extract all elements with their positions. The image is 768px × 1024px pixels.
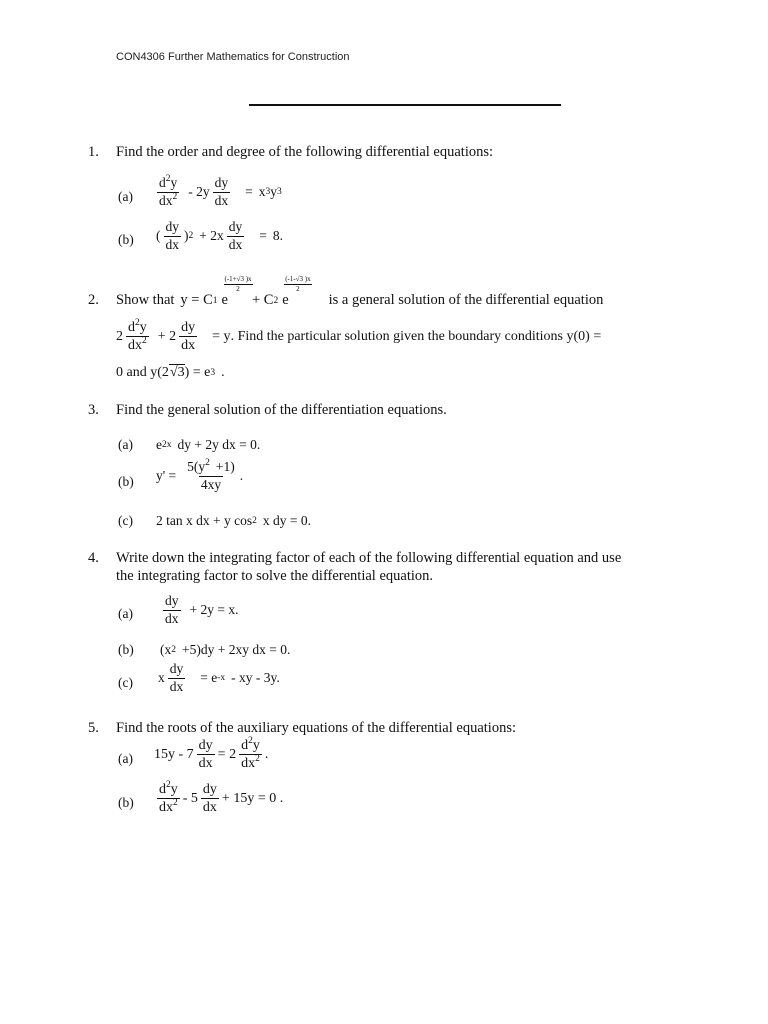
- q1b-derivative-2: $\frac{dy}{dx}$: [228, 219, 243, 252]
- q1-number: 1.: [88, 144, 99, 160]
- q2-line-1: Show that y = C 1 e (-1+√3 )x 2 + C 2 e (-1-√3 )x 2 is a general solution of the differential equation: [116, 275, 604, 308]
- q4-text-line-1: Write down the integrating factor of each of the following differential equation and use: [116, 550, 622, 566]
- q1a-first-derivative: $\frac{dy}{dx}$: [214, 175, 229, 208]
- q3c-equation: 2 tan x dx + y cos 2 x dy = 0.: [156, 513, 311, 528]
- q5b-second-derivative: $\frac{d^2y}{dx^2}$: [159, 780, 178, 816]
- q1a-second-derivative: $\frac{d^2y}{dx^2}$: [159, 174, 178, 208]
- q5a-equation: 15y - 7 $\frac{dy}{dx}$ = 2 $\frac{d^2y}{dx^2}$ .: [154, 736, 269, 772]
- q5-number: 5.: [88, 720, 99, 736]
- q3b-fraction: $\frac{5(y^2 +1)}{4xy}$: [187, 458, 235, 492]
- q4c-equation: x $\frac{dy}{dx}$ = e -x - xy - 3y.: [158, 661, 280, 694]
- q3b-label: (b): [118, 474, 134, 489]
- q2-exponent-1: (-1+√3 )x 2: [224, 275, 252, 293]
- q4-text-line-2: the integrating factor to solve the differential equation.: [116, 568, 434, 584]
- q1-text: Find the order and degree of the following differential equations:: [116, 144, 494, 160]
- q2-first-derivative: $\frac{dy}{dx}$: [181, 320, 196, 354]
- q5a-first-derivative: $\frac{dy}{dx}$: [198, 738, 213, 772]
- q1b-derivative: $\frac{dy}{dx}$: [165, 219, 179, 252]
- q2-exponent-2: (-1-√3 )x 2: [285, 275, 311, 293]
- document-header: CON4306 Further Mathematics for Construction: [116, 51, 350, 63]
- q3a-equation: e 2x dy + 2y dx = 0.: [156, 437, 261, 452]
- q5a-second-derivative: $\frac{d^2y}{dx^2}$: [241, 736, 260, 772]
- q4c-derivative: $\frac{dy}{dx}$: [169, 661, 184, 694]
- q4c-label: (c): [118, 675, 133, 690]
- q3-text: Find the general solution of the differentiation equations.: [116, 402, 447, 418]
- q3b-equation: y' = $\frac{5(y^2 +1)}{4xy}$ .: [156, 458, 244, 492]
- q4b-label: (b): [118, 642, 134, 657]
- q3a-label: (a): [118, 437, 133, 452]
- q1a-label: (a): [118, 189, 133, 204]
- q1b-equation: ( $\frac{dy}{dx}$ ) 2 + 2x $\frac{dy}{dx}$ = 8.: [156, 219, 283, 252]
- q2-line-2: 2 $\frac{d^2y}{dx^2}$ + 2 $\frac{dy}{dx}$ = y . Find the particular solution given the boundary conditions y(0) =: [116, 318, 602, 354]
- q2-second-derivative: $\frac{d^2y}{dx^2}$: [128, 318, 147, 354]
- q4-number: 4.: [88, 550, 99, 566]
- q5b-label: (b): [118, 795, 134, 810]
- q5b-equation: $\frac{d^2y}{dx^2}$ - 5 $\frac{dy}{dx}$ + 15y = 0 .: [159, 780, 284, 816]
- q4a-label: (a): [118, 606, 133, 621]
- q4a-equation: $\frac{dy}{dx}$ + 2y = x.: [165, 593, 239, 626]
- q3-number: 3.: [88, 402, 99, 418]
- q3c-label: (c): [118, 513, 133, 528]
- header-rule: [249, 104, 561, 106]
- q4a-derivative: $\frac{dy}{dx}$: [165, 593, 179, 626]
- q2-number: 2.: [88, 292, 99, 308]
- q5-text: Find the roots of the auxiliary equations of the differential equations:: [116, 720, 516, 736]
- q5a-label: (a): [118, 751, 133, 766]
- q2-line-3: 0 and y(2 √3 ) = e 3 .: [116, 364, 225, 380]
- q4b-equation: (x 2 +5)dy + 2xy dx = 0.: [160, 642, 291, 657]
- q1b-label: (b): [118, 232, 134, 247]
- q5b-first-derivative: $\frac{dy}{dx}$: [202, 782, 217, 816]
- q1a-equation: $\frac{d^2y}{dx^2}$ - 2y $\frac{dy}{dx}$ = x 3 y 3: [159, 174, 282, 208]
